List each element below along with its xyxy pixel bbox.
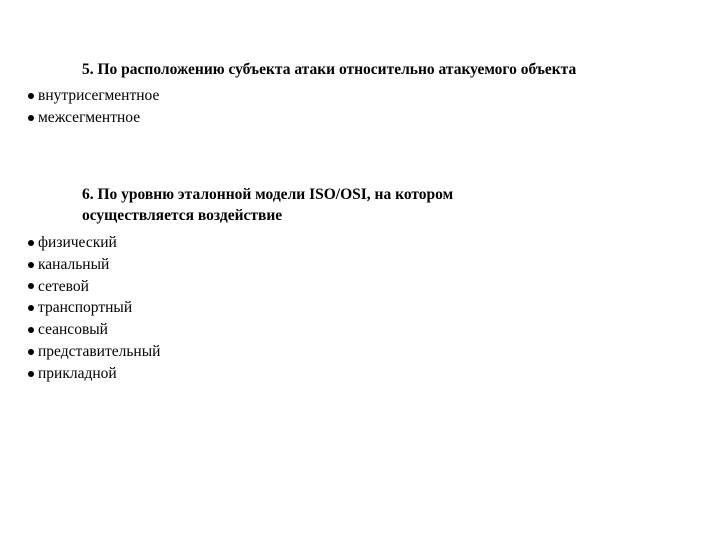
list-item-label: внутрисегментное (38, 87, 160, 104)
bullet-icon (28, 93, 34, 99)
list-item-label: сетевой (38, 277, 89, 295)
list-item (27, 254, 160, 276)
section-6-heading-line-1: 6. По уровню эталонной модели ISO/OSI, на котором (82, 186, 454, 203)
bullet-icon (28, 283, 34, 289)
list-item-label: канальный (38, 255, 110, 273)
bullet-icon (28, 327, 34, 333)
bullet-icon (28, 349, 34, 355)
list-item (27, 319, 160, 341)
section-5-heading (82, 59, 576, 80)
list-item-label: представительный (38, 342, 161, 360)
list-item (27, 232, 160, 254)
list-item (27, 107, 159, 129)
section-5-options-list (27, 85, 159, 129)
bullet-icon (28, 305, 34, 311)
list-item (27, 297, 160, 319)
section-6-heading-line-2: осуществляется воздействие (82, 207, 283, 224)
list-item (27, 363, 160, 385)
bullet-icon (28, 240, 34, 246)
section-6-options-list (27, 232, 160, 385)
list-item (27, 276, 160, 298)
bullet-icon (28, 115, 34, 121)
list-item-label: транспортный (38, 299, 133, 317)
list-item-label: межсегментное (38, 108, 141, 126)
section-5-heading-text: 5. По расположению субъекта атаки относительно атакуемого объекта (82, 61, 577, 78)
bullet-icon (28, 371, 34, 377)
list-item (27, 341, 160, 363)
list-item-label: физический (38, 234, 117, 251)
list-item-label: прикладной (38, 364, 117, 382)
list-item-label: сеансовый (38, 321, 108, 339)
list-item (27, 85, 159, 107)
bullet-icon (28, 262, 34, 268)
section-6-heading (82, 184, 453, 226)
